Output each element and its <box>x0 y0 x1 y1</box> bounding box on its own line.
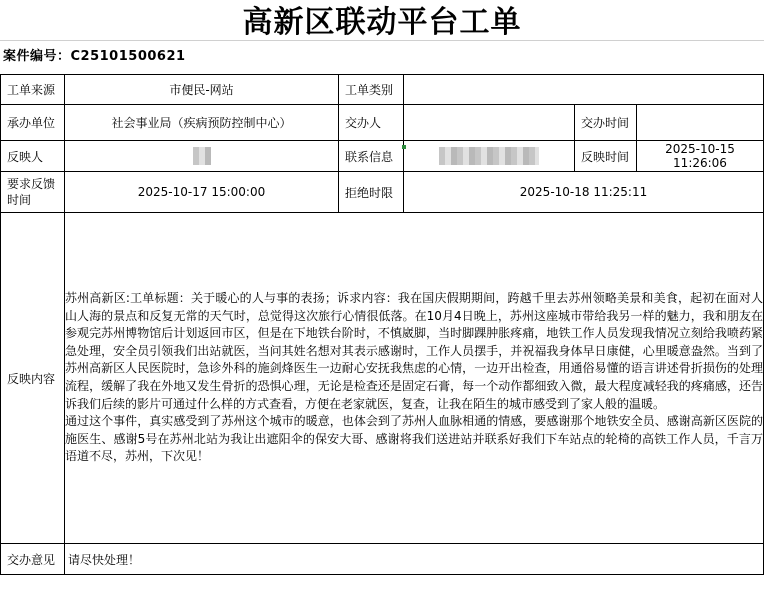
assigner-label: 交办人 <box>339 105 404 141</box>
source-value: 市便民-网站 <box>65 75 339 105</box>
opinion-label: 交办意见 <box>1 544 65 575</box>
row-reporter <box>1 141 764 172</box>
content-paragraph: 通过这个事件，真实感受到了苏州这个城市的暖意，也体会到了苏州人血脉相通的情感，要感谢那个地铁安全员、感谢高新区医院的施医生、感谢5号在苏州北站为我让出遮阳伞的保安大哥、感谢将我们送进站并联系好我们下车站点的轮椅的高铁工作人员，千言万语道不尽，苏州，下次见！ <box>65 414 764 464</box>
deadline-label: 要求反馈时间 <box>1 172 65 213</box>
cell-comment-marker <box>402 145 406 149</box>
redacted-name <box>193 147 211 165</box>
row-opinion <box>1 544 764 575</box>
row-source <box>1 75 764 105</box>
assign-time-label: 交办时间 <box>575 105 637 141</box>
assigner-value <box>404 105 575 141</box>
unit-label: 承办单位 <box>1 105 65 141</box>
report-time-label: 反映时间 <box>575 141 637 172</box>
work-order-table <box>0 74 764 575</box>
contact-value <box>404 141 575 172</box>
reporter-value <box>65 141 339 172</box>
case-number: 案件编号：C25101500621 <box>3 49 186 64</box>
title-divider <box>0 40 764 41</box>
source-label: 工单来源 <box>1 75 65 105</box>
opinion-value: 请尽快处理！ <box>65 544 764 575</box>
contact-label: 联系信息 <box>339 141 404 172</box>
content-label: 反映内容 <box>1 213 65 544</box>
type-label: 工单类别 <box>339 75 404 105</box>
row-deadline <box>1 172 764 213</box>
reject-label: 拒绝时限 <box>339 172 404 213</box>
assign-time-value <box>637 105 764 141</box>
row-unit <box>1 105 764 141</box>
content-paragraph: 苏州高新区:工单标题：关于暖心的人与事的表扬；诉求内容：我在国庆假期期间，跨越千里去苏州领略美景和美食，起初在面对人山人海的景点和反复无常的天气时，总觉得这次旅行心情很低落。在10月4日晚上，苏州这座城市带给我另一样的魅力，我和朋友在参观完苏州博物馆后计划返回市区，但是在下地铁台阶时，不慎崴脚，当时脚踝肿胀疼痛，地铁工作人员发现我情况立刻给我喷药紧急处理，安全员引领我们出站就医，当问其姓名想对其表示感谢时，工作人员摆手，并祝福我身体早日康健，心里暖意盎然。当到了苏州高新区人民医院时，急诊外科的施剑烽医生一边耐心安抚我焦虑的心情，一边开出检查，用通俗易懂的语言讲述骨折损伤的处理流程，缓解了我在外地又发生骨折的恐惧心理，无论是检查还是固定石膏，每一个动作都细致入微，最大程度减轻我的疼痛感，还告诉我们后续的影片可通过什么样的方式查看，方便在老家就医，复查，让我在陌生的城市感受到了家人般的温暖。 <box>65 291 764 411</box>
type-value <box>404 75 764 105</box>
reporter-label: 反映人 <box>1 141 65 172</box>
unit-value: 社会事业局（疾病预防控制中心） <box>65 105 339 141</box>
redacted-contact <box>439 147 539 165</box>
content-value <box>65 213 764 544</box>
deadline-value: 2025-10-17 15:00:00 <box>65 172 339 213</box>
report-time-value: 2025-10-15 11:26:06 <box>637 141 764 172</box>
page-title: 高新区联动平台工单 <box>242 5 522 40</box>
reject-value: 2025-10-18 11:25:11 <box>404 172 764 213</box>
row-content <box>1 213 764 544</box>
